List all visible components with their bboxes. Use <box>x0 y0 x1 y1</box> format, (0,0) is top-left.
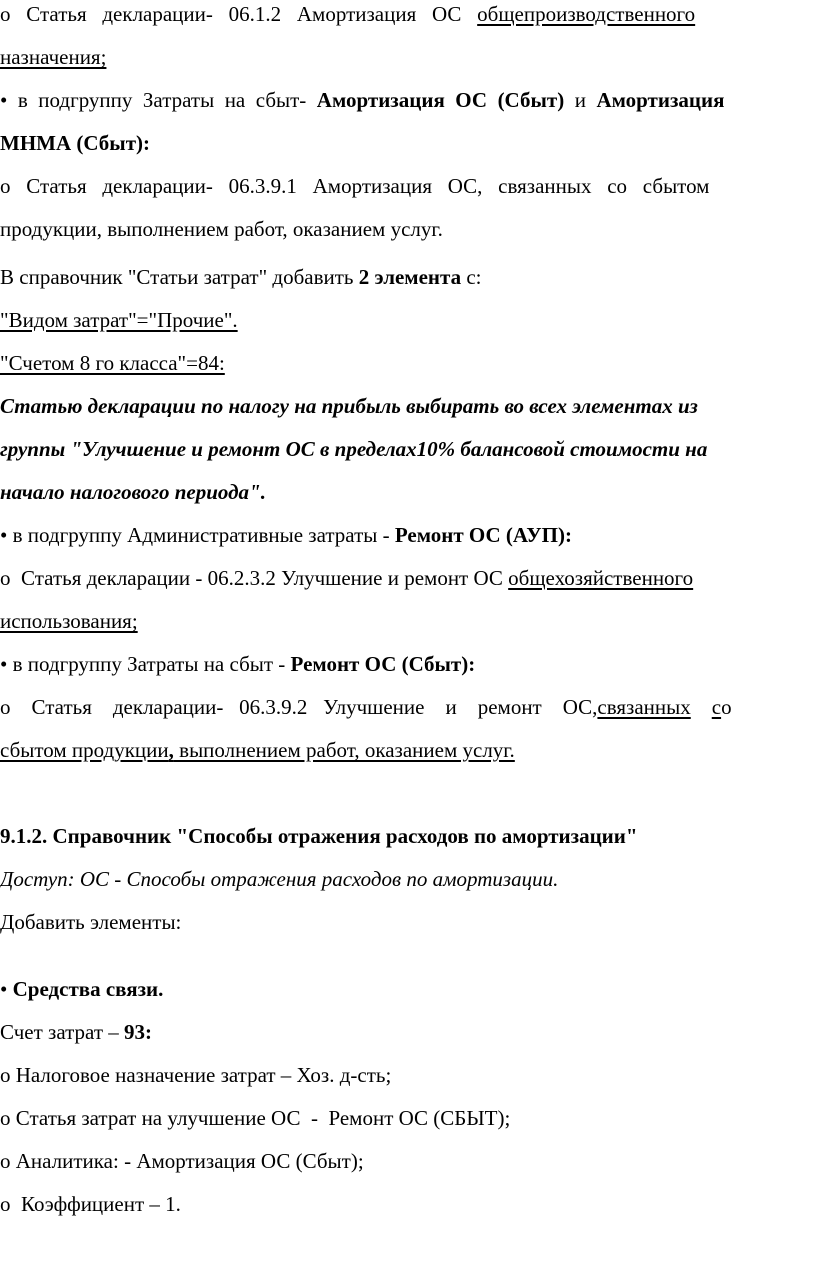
declaration-line-06-3-9-2 <box>0 694 816 720</box>
underlined-text: сбытом продукции <box>0 738 169 762</box>
underlined-text: общепроизводственного <box>477 2 696 26</box>
text-fragment: • в подгруппу Затраты на сбыт- <box>0 88 317 112</box>
text-fragment: o Статья декларации- 06.1.2 Амортизация ОС <box>0 2 478 26</box>
declaration-line-06-3-9-1: o Статья декларации- 06.3.9.1 Амортизация ОС, связанных со сбытом <box>0 174 710 198</box>
account-label: Счет затрат – <box>0 1020 125 1044</box>
declaration-line-06-2-3-2-cont <box>0 608 816 634</box>
text-fragment: • в подгруппу Затраты на сбыт - <box>0 652 291 676</box>
add-elements-label: Добавить элементы: <box>0 910 182 934</box>
text-fragment: o Статья декларации - 06.2.3.2 Улучшение и ремонт ОС <box>0 566 509 590</box>
account-value: 93: <box>124 1020 153 1044</box>
bold-text: Ремонт ОС (АУП): <box>394 523 572 547</box>
section-heading: 9.1.2. Справочник "Способы отражения расходов по амортизации" <box>0 824 638 848</box>
text-fragment: с: <box>461 265 482 289</box>
list-item: o Аналитика: - Амортизация ОС (Сбыт); <box>0 1149 364 1173</box>
access-path: Доступ: ОС - Способы отражения расходов по амортизации. <box>0 867 559 891</box>
bold-text: МНМА (Сбыт): <box>0 131 151 155</box>
underlined-text: с <box>711 695 722 719</box>
cost-type-line <box>0 307 816 333</box>
text-fragment: и <box>564 88 597 112</box>
bold-text: Амортизация <box>596 88 725 112</box>
instruction-line-1: Статью декларации по налогу на прибыль выбирать во всех элементах из <box>0 394 698 418</box>
declaration-line-06-1-2 <box>0 1 816 27</box>
item-title-line <box>0 976 816 1002</box>
text-fragment: • в подгруппу Административные затраты - <box>0 523 395 547</box>
underlined-text: назначения; <box>0 45 107 69</box>
declaration-line-06-2-3-2 <box>0 565 816 591</box>
underlined-text: общехозяйственного <box>508 566 694 590</box>
subgroup-admin-line <box>0 522 816 548</box>
bold-text: 2 элемента <box>358 265 462 289</box>
underlined-text: , <box>168 738 174 762</box>
list-item: o Налоговое назначение затрат – Хоз. д-сть; <box>0 1063 392 1087</box>
account-class-line <box>0 350 816 376</box>
declaration-line-06-3-9-2-cont <box>0 737 816 763</box>
instruction-line-2: группы "Улучшение и ремонт ОС в пределах10% балансовой стоимости на <box>0 437 708 461</box>
text-fragment: o Статья декларации- 06.3.9.2 Улучшение и ремонт ОС, <box>0 695 598 719</box>
subgroup-sales-line <box>0 87 816 113</box>
subgroup-sales-repair-line <box>0 651 816 677</box>
instruction-line-3: начало налогового периода". <box>0 480 266 504</box>
text-fragment: о <box>721 695 732 719</box>
declaration-line-06-1-2-cont <box>0 44 816 70</box>
declaration-line-06-3-9-1-cont: продукции, выполнением работ, оказанием услуг. <box>0 217 443 241</box>
directory-add-line <box>0 264 816 290</box>
bullet: • <box>0 977 13 1001</box>
underlined-text: использования; <box>0 609 138 633</box>
text-fragment <box>691 695 712 719</box>
underlined-text: "Счетом 8 го класса"=84: <box>0 351 225 375</box>
underlined-text: связанных <box>597 695 691 719</box>
bold-text: Ремонт ОС (Сбыт): <box>290 652 476 676</box>
list-item: o Статья затрат на улучшение ОС - Ремонт ОС (СБЫТ); <box>0 1106 511 1130</box>
bold-text: Амортизация ОС (Сбыт) <box>316 88 565 112</box>
account-line <box>0 1019 816 1045</box>
text-fragment: В справочник "Статьи затрат" добавить <box>0 265 359 289</box>
underlined-text: "Видом затрат"="Прочие". <box>0 308 238 332</box>
underlined-text: выполнением работ, оказанием услуг. <box>173 738 515 762</box>
subgroup-sales-line-cont <box>0 130 816 156</box>
list-item: o Коэффициент – 1. <box>0 1192 181 1216</box>
item-title: Средства связи. <box>12 977 164 1001</box>
